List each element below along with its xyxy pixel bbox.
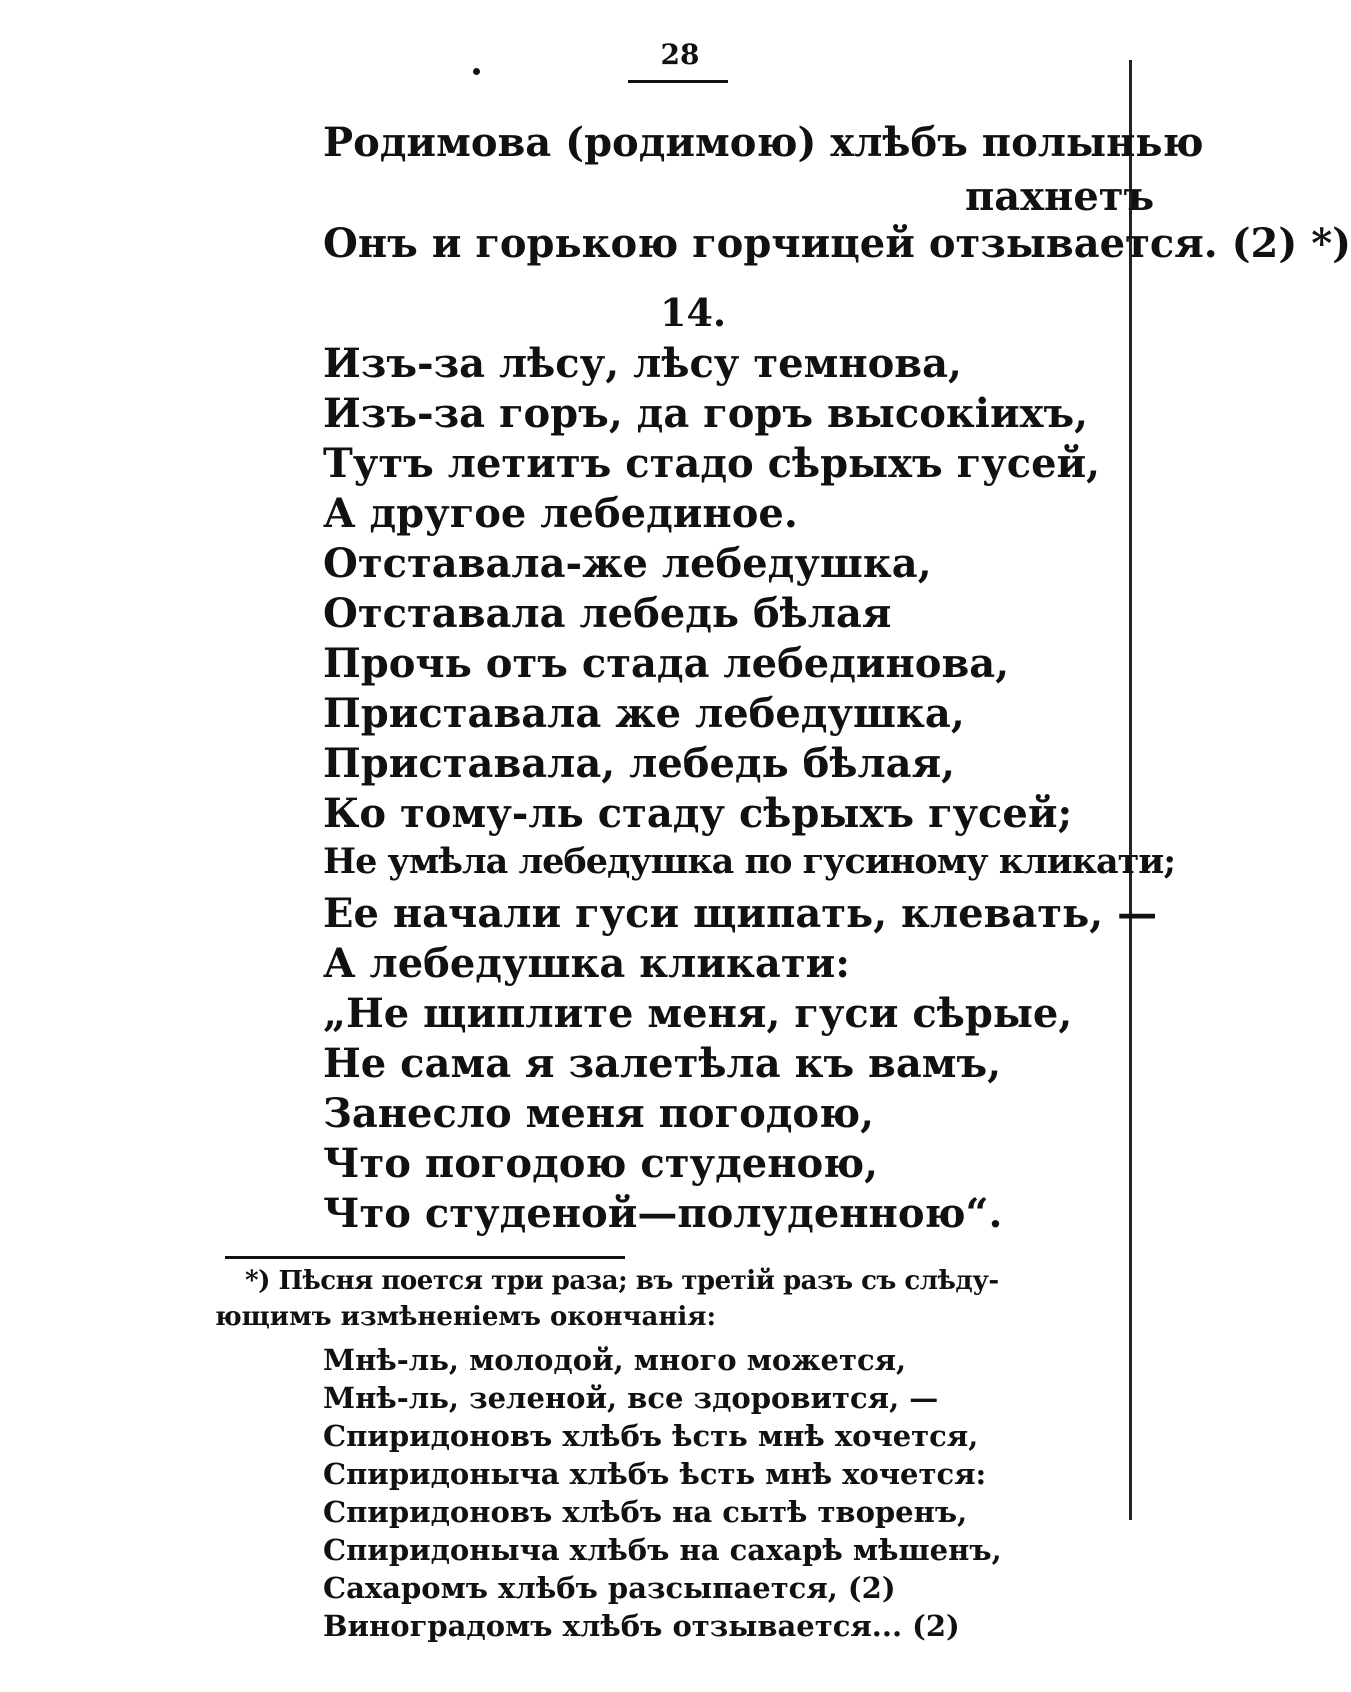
song-number: 14. — [660, 290, 727, 335]
verse-line: Занесло меня погодою, — [323, 1090, 875, 1137]
page-edge-line — [1129, 60, 1132, 1520]
verse-line: Не умѣла лебедушка по гусиному кликати; — [323, 841, 1176, 882]
verse-line: Онъ и горькою горчицей отзывается. (2) *) — [323, 220, 1351, 267]
verse-line: Ко тому-ль стаду сѣрыхъ гусей; — [323, 790, 1073, 837]
verse-line: А лебедушка кликати: — [323, 940, 851, 987]
verse-line: Тутъ летитъ стадо сѣрыхъ гусей, — [323, 440, 1101, 487]
verse-line: „Не щиплите меня, гуси сѣрые, — [323, 990, 1073, 1037]
footnote-line: Мнѣ-ль, зеленой, все здоровится, — — [323, 1381, 939, 1415]
page-number-underline — [628, 80, 728, 83]
verse-line: Ее начали гуси щипать, клевать, — — [323, 890, 1158, 937]
verse-line: Изъ-за горъ, да горъ высокiихъ, — [323, 390, 1089, 437]
page-number: 28 — [660, 38, 700, 71]
verse-line: Изъ-за лѣсу, лѣсу темнова, — [323, 340, 962, 387]
verse-line: Приставала же лебедушка, — [323, 690, 965, 737]
verse-line: Приставала, лебедь бѣлая, — [323, 740, 956, 787]
verse-line: А другое лебединое. — [323, 490, 798, 537]
verse-line: Что студеной—полуденною“. — [323, 1190, 1003, 1237]
footnote-line: Спиридоновъ хлѣбъ ѣсть мнѣ хочется, — [323, 1419, 979, 1453]
footnote-line: Спиридоныча хлѣбъ на сахарѣ мѣшенъ, — [323, 1533, 1002, 1567]
footnote-separator — [225, 1256, 625, 1259]
verse-line: Не сама я залетѣла къ вамъ, — [323, 1040, 1002, 1087]
verse-line: Отставала лебедь бѣлая — [323, 590, 892, 637]
footnote-line: Спиридоныча хлѣбъ ѣсть мнѣ хочется: — [323, 1457, 987, 1491]
verse-line: Прочь отъ стада лебединова, — [323, 640, 1010, 687]
footnote-line: Мнѣ-ль, молодой, много можется, — [323, 1343, 907, 1377]
footnote-line: Спиридоновъ хлѣбъ на сытѣ творенъ, — [323, 1495, 968, 1529]
footnote-line: Виноградомъ хлѣбъ отзывается... (2) — [323, 1609, 960, 1643]
verse-line: Отставала-же лебедушка, — [323, 540, 932, 587]
verse-line: Родимова (родимою) хлѣбъ полынью — [323, 119, 1204, 166]
verse-line: пахнетъ — [965, 173, 1155, 220]
ink-speck — [473, 68, 480, 75]
footnote-line: *) Пѣсня поется три раза; въ третiй разъ съ слѣду- — [245, 1266, 999, 1296]
footnote-line: ющимъ измѣненiемъ окончанiя: — [215, 1302, 717, 1332]
verse-line: Что погодою студеною, — [323, 1140, 879, 1187]
footnote-line: Сахаромъ хлѣбъ разсыпается, (2) — [323, 1571, 896, 1605]
